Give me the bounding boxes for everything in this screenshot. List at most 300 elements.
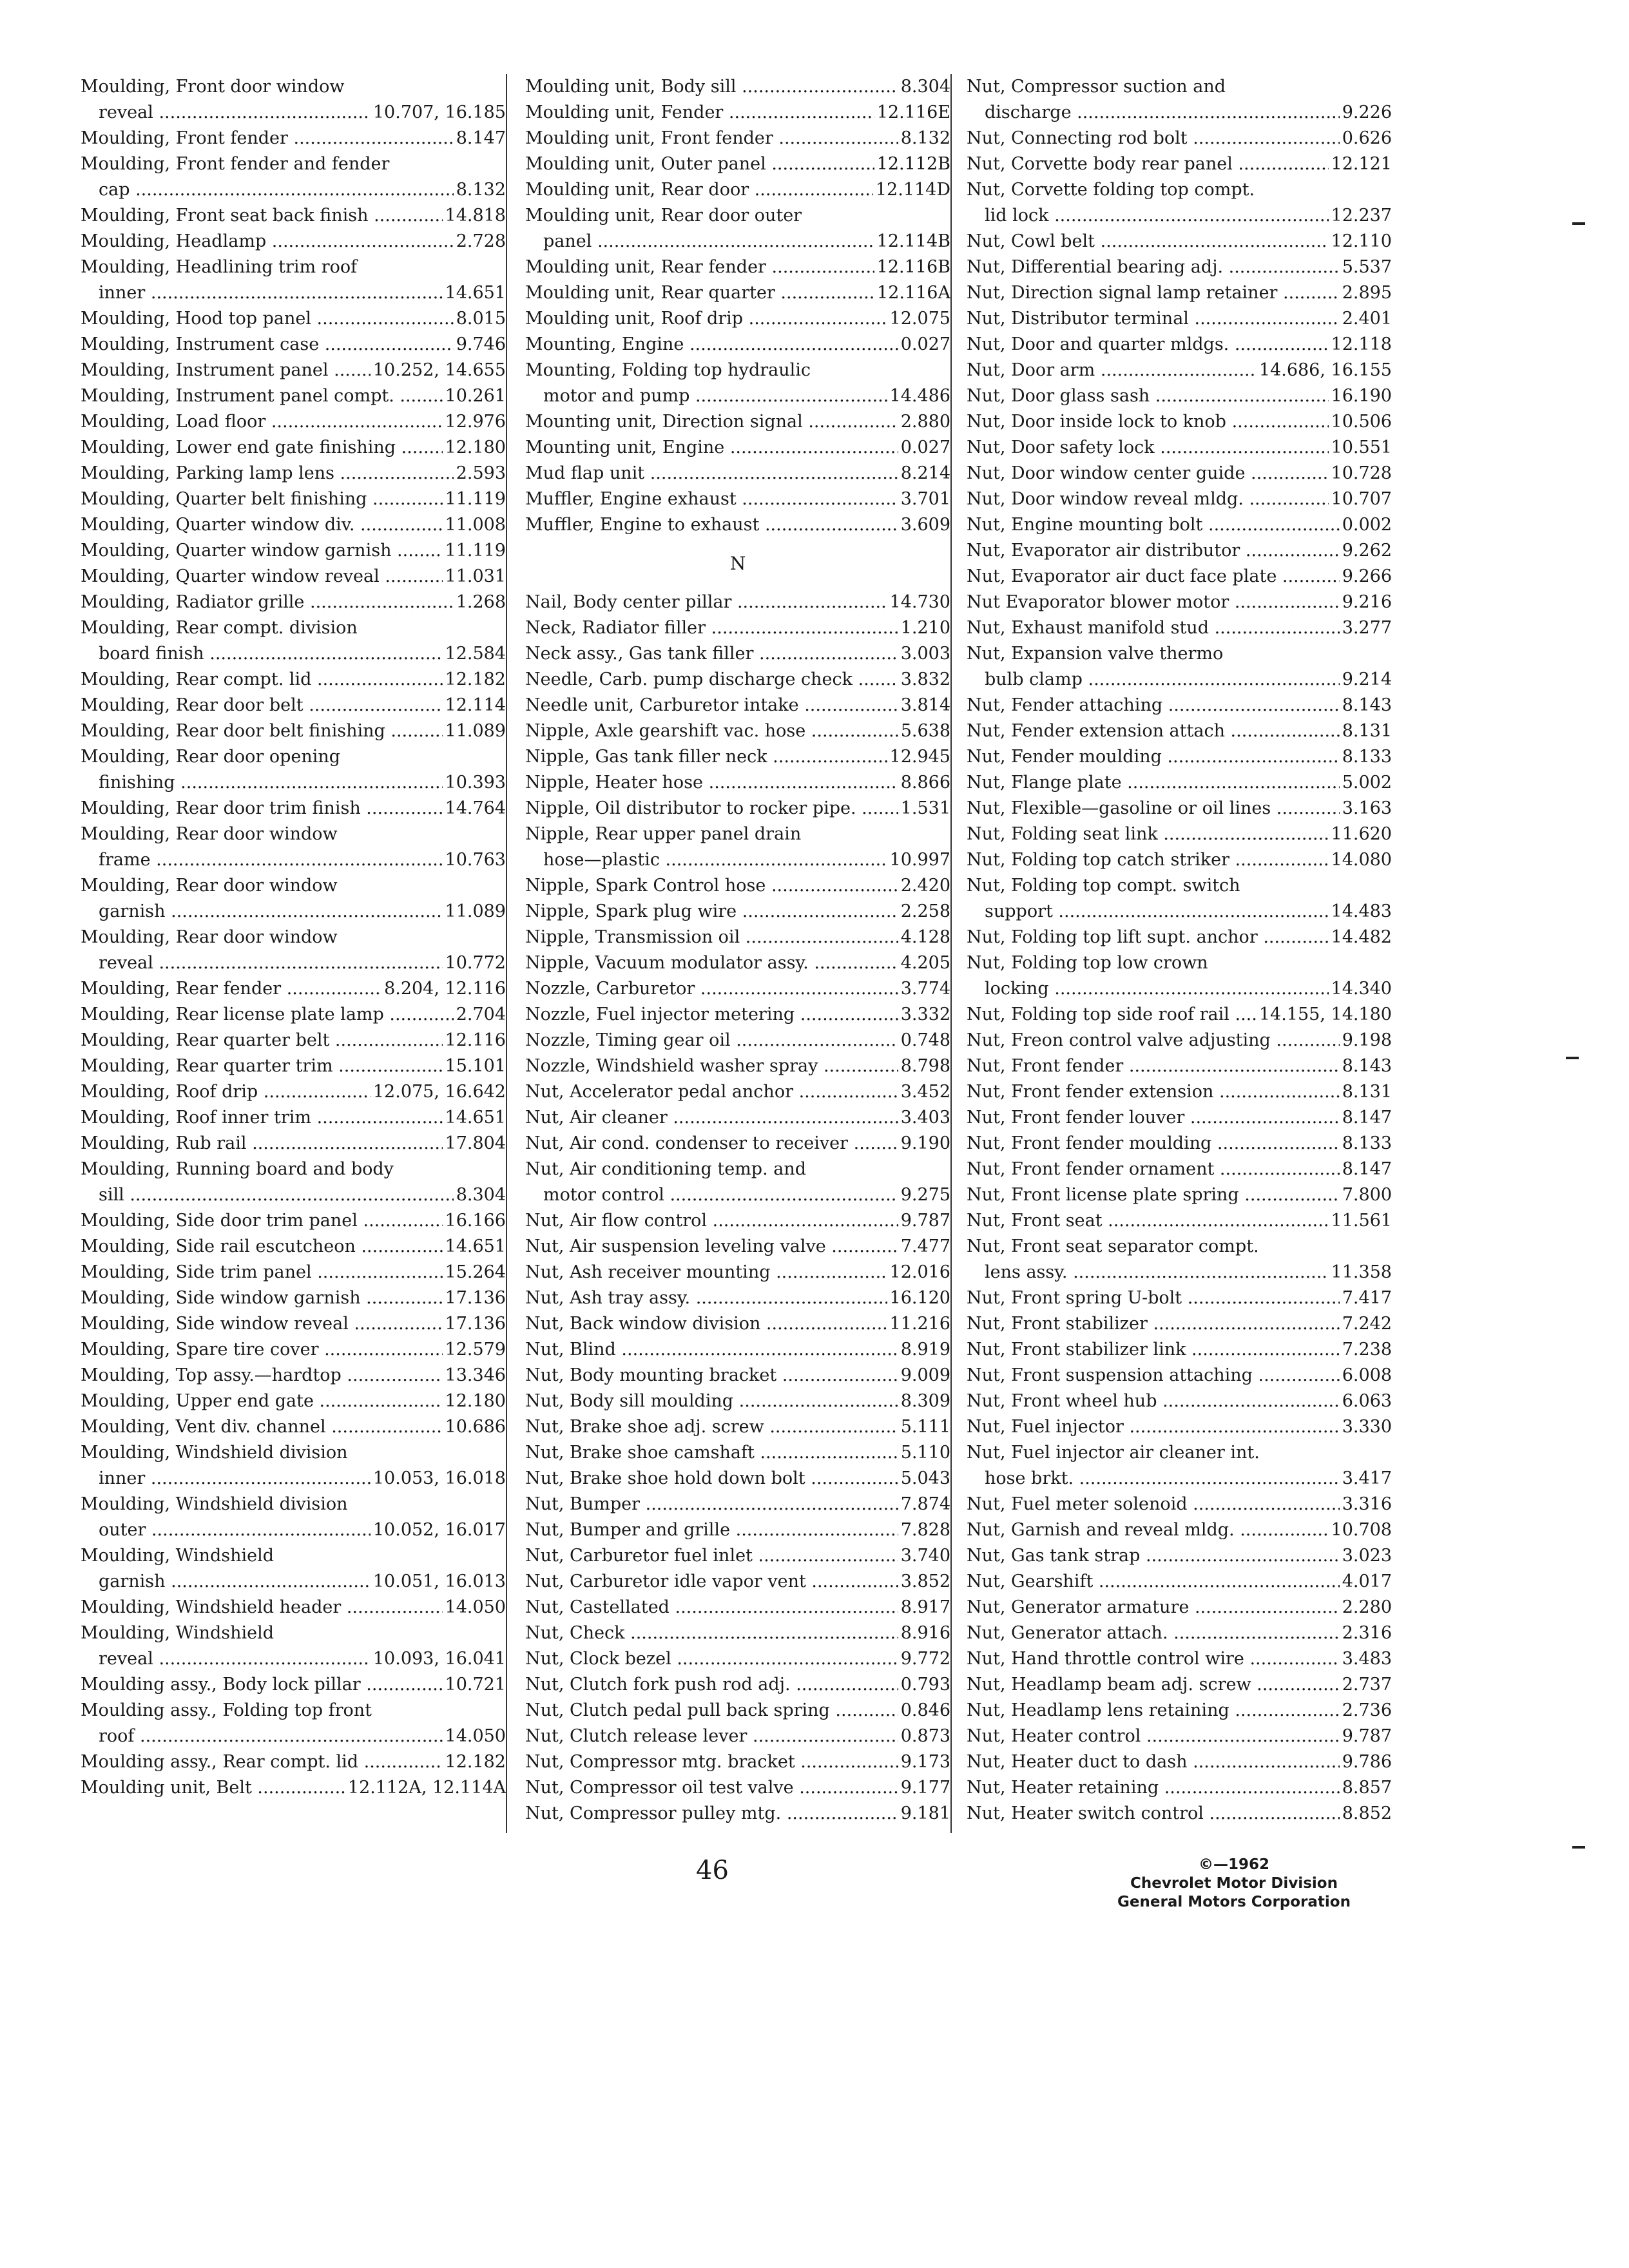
entry-term: Needle unit, Carburetor intake ..... (525, 693, 898, 718)
entry-term: cap ..... (99, 177, 454, 203)
entry-term: Nipple, Spark plug wire ..... (525, 899, 898, 925)
index-entry-heading: Mounting, Folding top hydraulic (525, 360, 811, 380)
entry-term: Nut, Corvette body rear panel ..... (967, 151, 1329, 177)
entry-reference: 1.268 (456, 592, 506, 612)
index-entry-heading: Moulding, Headlining trim roof (81, 257, 358, 277)
index-entry-heading: Moulding, Rear compt. division (81, 618, 358, 638)
entry-term: Moulding, Rear compt. lid ..... (81, 667, 443, 693)
entry-reference: 2.401 (1342, 309, 1392, 329)
entry-reference: 7.874 (900, 1494, 950, 1514)
entry-term: Moulding unit, Body sill ..... (525, 74, 898, 100)
entry-term: Nut, Door glass sash ..... (967, 383, 1329, 409)
entry-reference: 12.075 (889, 309, 950, 329)
entry-reference: 3.330 (1342, 1417, 1392, 1437)
entry-term: Nut, Gas tank strap ..... (967, 1543, 1340, 1569)
entry-reference: 8.798 (900, 1056, 950, 1076)
entry-term: Needle, Carb. pump discharge check ..... (525, 667, 898, 693)
entry-term: panel ..... (543, 229, 874, 255)
index-entry (525, 1285, 950, 1311)
entry-term: Nut, Heater duct to dash ..... (967, 1749, 1340, 1775)
entry-term: Moulding, Rear door belt ..... (81, 693, 443, 718)
index-entry (525, 796, 950, 822)
entry-term: sill ..... (99, 1182, 454, 1208)
entry-term: Moulding, Load floor ..... (81, 409, 443, 435)
entry-reference: 12.237 (1331, 206, 1392, 226)
entry-reference: 16.190 (1331, 386, 1392, 406)
entry-reference: 8.143 (1342, 1056, 1392, 1076)
entry-term: Nut, Folding top side roof rail ..... (967, 1002, 1257, 1028)
entry-term: Nipple, Transmission oil ..... (525, 925, 898, 950)
entry-term: Moulding, Side door trim panel ..... (81, 1208, 443, 1234)
index-entry (967, 718, 1392, 744)
index-entry (525, 1311, 950, 1337)
entry-term: motor and pump ..... (543, 383, 887, 409)
entry-reference: 8.143 (1342, 695, 1392, 715)
index-entry (81, 409, 506, 435)
index-entry (525, 177, 950, 203)
entry-term: inner ..... (99, 280, 443, 306)
index-entry (967, 306, 1392, 332)
entry-reference: 14.050 (445, 1597, 506, 1617)
index-entry (81, 1260, 506, 1285)
index-entry (525, 74, 950, 100)
entry-term: board finish ..... (99, 641, 443, 667)
index-entry (967, 1466, 1392, 1492)
entry-reference: 2.880 (900, 412, 950, 432)
entry-reference: 11.358 (1331, 1262, 1392, 1282)
index-entry (81, 1311, 506, 1337)
entry-reference: 4.128 (900, 927, 950, 947)
entry-term: Moulding, Headlamp ..... (81, 229, 454, 255)
entry-term: Nut, Cowl belt ..... (967, 229, 1329, 255)
entry-term: Nut, Front fender ..... (967, 1053, 1340, 1079)
entry-term: Moulding, Rear license plate lamp ..... (81, 1002, 454, 1028)
entry-reference: 11.089 (445, 901, 506, 921)
index-entry (525, 1002, 950, 1028)
index-entry (81, 899, 506, 925)
entry-term: Nipple, Oil distributor to rocker pipe. ..... (525, 796, 898, 822)
entry-term: Nut, Compressor oil test valve ..... (525, 1775, 898, 1801)
index-entry (967, 822, 1392, 847)
entry-term: Moulding, Rear fender ..... (81, 976, 381, 1002)
index-entry (967, 1775, 1392, 1801)
entry-reference: 14.155, 14.180 (1258, 1004, 1392, 1024)
index-entry (525, 925, 950, 950)
entry-term: Nut, Front wheel hub ..... (967, 1389, 1340, 1414)
index-entry-heading: Nut, Air conditioning temp. and (525, 1159, 807, 1179)
index-entry (525, 1131, 950, 1157)
entry-term: Nut, Exhaust manifold stud ..... (967, 615, 1340, 641)
entry-term: Nut, Hand throttle control wire ..... (967, 1646, 1340, 1672)
entry-reference: 11.216 (889, 1314, 950, 1334)
index-entry (81, 1414, 506, 1440)
entry-reference: 10.686 (445, 1417, 506, 1437)
index-entry (525, 1389, 950, 1414)
entry-term: Nut, Evaporator air duct face plate ..... (967, 564, 1340, 590)
entry-reference: 14.340 (1331, 979, 1392, 999)
index-entry (525, 1775, 950, 1801)
entry-reference: 2.895 (1342, 283, 1392, 303)
entry-term: Moulding, Hood top panel ..... (81, 306, 454, 332)
entry-reference: 8.147 (1342, 1108, 1392, 1128)
index-entry (81, 280, 506, 306)
index-entry (81, 950, 506, 976)
entry-term: Nipple, Gas tank filler neck ..... (525, 744, 887, 770)
entry-term: Nut, Bumper and grille ..... (525, 1517, 898, 1543)
entry-term: Nail, Body center pillar ..... (525, 590, 887, 615)
index-entry (525, 280, 950, 306)
entry-reference: 2.593 (456, 463, 506, 483)
index-entry (525, 1543, 950, 1569)
entry-term: Nut, Front suspension attaching ..... (967, 1363, 1340, 1389)
entry-reference: 12.182 (445, 1752, 506, 1772)
entry-term: Moulding assy., Body lock pillar ..... (81, 1672, 443, 1698)
index-entry (525, 1053, 950, 1079)
index-entry (967, 1543, 1392, 1569)
entry-reference: 10.252, 14.655 (372, 360, 506, 380)
entry-term: Moulding, Windshield header ..... (81, 1595, 443, 1620)
entry-reference: 12.180 (445, 437, 506, 457)
index-entry (81, 1337, 506, 1363)
index-entry (81, 1389, 506, 1414)
index-column-2 (525, 74, 950, 1827)
entry-reference: 12.118 (1331, 334, 1392, 354)
entry-reference: 1.531 (900, 798, 950, 818)
entry-reference: 16.120 (889, 1288, 950, 1308)
entry-reference: 10.728 (1331, 463, 1392, 483)
entry-reference: 12.116 (445, 1030, 506, 1050)
entry-term: Nut, Front license plate spring ..... (967, 1182, 1340, 1208)
index-entry (525, 1749, 950, 1775)
index-entry-heading: Moulding, Windshield division (81, 1443, 348, 1463)
index-entry (967, 461, 1392, 486)
entry-term: garnish ..... (99, 899, 443, 925)
entry-term: Nut, Folding top catch striker ..... (967, 847, 1329, 873)
entry-term: Nut, Body sill moulding ..... (525, 1389, 898, 1414)
entry-reference: 4.205 (900, 953, 950, 973)
entry-term: Nut, Garnish and reveal mldg. ..... (967, 1517, 1329, 1543)
index-entry (81, 229, 506, 255)
index-entry (525, 1698, 950, 1724)
index-entry (81, 306, 506, 332)
entry-term: Moulding, Top assy.—hardtop ..... (81, 1363, 443, 1389)
entry-reference: 8.015 (456, 309, 506, 329)
entry-term: Moulding unit, Roof drip ..... (525, 306, 887, 332)
entry-term: Neck assy., Gas tank filler ..... (525, 641, 898, 667)
index-entry (967, 693, 1392, 718)
entry-reference: 13.346 (445, 1365, 506, 1385)
index-entry-heading: Moulding, Rear door window (81, 824, 338, 844)
entry-term: roof ..... (99, 1724, 443, 1749)
index-entry (525, 306, 950, 332)
entry-term: Moulding, Lower end gate finishing ..... (81, 435, 443, 461)
index-entry (967, 1131, 1392, 1157)
index-entry (525, 409, 950, 435)
entry-reference: 1.210 (900, 618, 950, 638)
entry-term: Moulding, Front seat back finish ..... (81, 203, 443, 229)
index-entry (967, 847, 1392, 873)
index-entry (967, 486, 1392, 512)
index-entry (81, 100, 506, 126)
entry-reference: 7.477 (900, 1236, 950, 1256)
index-entry (81, 383, 506, 409)
entry-term: Nut, Brake shoe adj. screw ..... (525, 1414, 898, 1440)
index-entry (967, 1801, 1392, 1827)
entry-term: Moulding, Side window garnish ..... (81, 1285, 443, 1311)
index-entry (525, 126, 950, 151)
entry-reference: 10.393 (445, 773, 506, 793)
index-entry (967, 1672, 1392, 1698)
index-entry (525, 744, 950, 770)
index-entry (81, 1105, 506, 1131)
index-entry (525, 899, 950, 925)
index-entry (967, 383, 1392, 409)
index-entry (81, 1363, 506, 1389)
entry-reference: 7.417 (1342, 1288, 1392, 1308)
entry-reference: 9.262 (1342, 541, 1392, 561)
index-entry (525, 1466, 950, 1492)
entry-reference: 14.080 (1331, 850, 1392, 870)
entry-term: Moulding, Rear door belt finishing ..... (81, 718, 443, 744)
index-entry (525, 332, 950, 358)
index-entry (525, 1414, 950, 1440)
index-entry (967, 1389, 1392, 1414)
entry-term: Moulding unit, Front fender ..... (525, 126, 898, 151)
index-entry-heading: Nut, Corvette folding top compt. (967, 180, 1255, 200)
entry-reference: 6.063 (1342, 1391, 1392, 1411)
entry-reference: 8.132 (900, 128, 950, 148)
index-entry-heading: Moulding, Running board and body (81, 1159, 394, 1179)
entry-reference: 2.728 (456, 231, 506, 251)
entry-reference: 8.304 (900, 77, 950, 97)
entry-term: Moulding, Instrument panel ..... (81, 358, 371, 383)
entry-reference: 8.309 (900, 1391, 950, 1411)
entry-term: Nut, Ash receiver mounting ..... (525, 1260, 887, 1285)
entry-reference: 12.114 (445, 695, 506, 715)
entry-term: Nut, Heater switch control ..... (967, 1801, 1340, 1827)
entry-reference: 3.852 (900, 1571, 950, 1591)
index-entry (525, 100, 950, 126)
index-entry (967, 667, 1392, 693)
entry-reference: 0.793 (900, 1675, 950, 1695)
entry-term: Mounting unit, Engine ..... (525, 435, 898, 461)
entry-reference: 14.050 (445, 1726, 506, 1746)
entry-reference: 10.707, 16.185 (372, 102, 506, 122)
entry-reference: 11.119 (445, 489, 506, 509)
index-entry (525, 1492, 950, 1517)
index-entry (967, 1414, 1392, 1440)
entry-reference: 8.147 (1342, 1159, 1392, 1179)
entry-term: Nut, Fender attaching ..... (967, 693, 1340, 718)
entry-reference: 9.226 (1342, 102, 1392, 122)
entry-reference: 10.997 (889, 850, 950, 870)
index-entry (81, 1028, 506, 1053)
index-entry (967, 1157, 1392, 1182)
index-entry (525, 1440, 950, 1466)
entry-term: Muffler, Engine exhaust ..... (525, 486, 898, 512)
entry-reference: 8.133 (1342, 1133, 1392, 1153)
entry-term: Moulding, Rear quarter belt ..... (81, 1028, 443, 1053)
entry-term: Nut, Freon control valve adjusting ..... (967, 1028, 1340, 1053)
entry-reference: 3.163 (1342, 798, 1392, 818)
entry-reference: 11.119 (445, 541, 506, 561)
index-entry-heading: Moulding, Rear door window (81, 876, 338, 896)
entry-reference: 2.420 (900, 876, 950, 896)
entry-term: Moulding, Roof drip ..... (81, 1079, 371, 1105)
entry-reference: 10.051, 16.013 (372, 1571, 506, 1591)
entry-term: Nut, Carburetor fuel inlet ..... (525, 1543, 898, 1569)
index-entry (525, 1595, 950, 1620)
entry-term: Nozzle, Carburetor ..... (525, 976, 898, 1002)
entry-reference: 12.180 (445, 1391, 506, 1411)
index-entry (525, 1234, 950, 1260)
index-column-3 (967, 74, 1392, 1827)
entry-term: garnish ..... (99, 1569, 371, 1595)
scan-mark (1572, 222, 1585, 225)
index-entry (967, 126, 1392, 151)
entry-term: Nut, Fender extension attach ..... (967, 718, 1340, 744)
entry-reference: 3.003 (900, 644, 950, 664)
entry-reference: 9.190 (900, 1133, 950, 1153)
index-entry (81, 1208, 506, 1234)
entry-reference: 10.707 (1331, 489, 1392, 509)
entry-reference: 11.620 (1331, 824, 1392, 844)
index-entry-heading: Moulding unit, Rear door outer (525, 206, 802, 226)
index-entry (967, 100, 1392, 126)
division-name: Chevrolet Motor Division (1130, 1875, 1338, 1892)
index-entry (967, 1724, 1392, 1749)
entry-term: Nut, Carburetor idle vapor vent ..... (525, 1569, 898, 1595)
entry-reference: 9.216 (1342, 592, 1392, 612)
index-entry (967, 1698, 1392, 1724)
entry-reference: 2.737 (1342, 1675, 1392, 1695)
entry-reference: 14.818 (445, 206, 506, 226)
entry-reference: 12.116E (876, 102, 950, 122)
entry-term: outer ..... (99, 1517, 371, 1543)
entry-term: Nut, Brake shoe hold down bolt ..... (525, 1466, 898, 1492)
entry-reference: 12.116B (876, 257, 950, 277)
entry-term: Moulding, Side trim panel ..... (81, 1260, 443, 1285)
index-entry (967, 1053, 1392, 1079)
entry-reference: 9.786 (1342, 1752, 1392, 1772)
index-entry-heading: Moulding, Windshield division (81, 1494, 348, 1514)
entry-reference: 14.651 (445, 283, 506, 303)
entry-reference: 11.008 (445, 515, 506, 535)
index-entry (967, 255, 1392, 280)
page-number: 46 (696, 1856, 729, 1885)
entry-term: Nut, Air cond. condenser to receiver ..... (525, 1131, 898, 1157)
index-entry (525, 1646, 950, 1672)
index-entry (81, 1517, 506, 1543)
entry-term: Moulding, Front fender ..... (81, 126, 454, 151)
entry-term: lid lock ..... (985, 203, 1329, 229)
entry-term: Moulding unit, Fender ..... (525, 100, 874, 126)
index-entry (967, 203, 1392, 229)
entry-term: Moulding, Vent div. channel ..... (81, 1414, 443, 1440)
index-entry (81, 770, 506, 796)
entry-reference: 8.866 (900, 773, 950, 793)
entry-term: Nut, Folding top lift supt. anchor ..... (967, 925, 1329, 950)
index-entry (967, 435, 1392, 461)
entry-reference: 9.214 (1342, 669, 1392, 689)
index-entry (967, 590, 1392, 615)
index-entry (525, 1724, 950, 1749)
entry-reference: 10.763 (445, 850, 506, 870)
entry-reference: 5.002 (1342, 773, 1392, 793)
entry-term: Nut, Fuel meter solenoid ..... (967, 1492, 1340, 1517)
index-entry (967, 1646, 1392, 1672)
entry-term: Moulding, Quarter window div. ..... (81, 512, 443, 538)
index-entry (967, 1182, 1392, 1208)
entry-reference: 14.686, 16.155 (1258, 360, 1392, 380)
entry-term: Moulding unit, Belt ..... (81, 1775, 345, 1801)
entry-reference: 3.774 (900, 979, 950, 999)
index-entry (81, 126, 506, 151)
index-entry (525, 1105, 950, 1131)
index-entry (967, 1208, 1392, 1234)
entry-reference: 0.846 (900, 1700, 950, 1720)
index-entry (525, 873, 950, 899)
entry-reference: 12.976 (445, 412, 506, 432)
entry-term: reveal ..... (99, 100, 371, 126)
index-entry (525, 1208, 950, 1234)
entry-reference: 11.031 (445, 566, 506, 586)
entry-term: Nut, Air flow control ..... (525, 1208, 898, 1234)
entry-reference: 8.214 (900, 463, 950, 483)
index-entry (525, 590, 950, 615)
index-entry (81, 1646, 506, 1672)
entry-term: Nut, Back window division ..... (525, 1311, 887, 1337)
entry-term: Nut, Door window reveal mldg. ..... (967, 486, 1329, 512)
entry-reference: 14.651 (445, 1236, 506, 1256)
index-entry (525, 641, 950, 667)
entry-reference: 12.116A (877, 283, 950, 303)
entry-reference: 12.182 (445, 669, 506, 689)
entry-reference: 11.089 (445, 721, 506, 741)
entry-reference: 8.916 (900, 1623, 950, 1643)
index-entry (81, 203, 506, 229)
entry-reference: 9.746 (456, 334, 506, 354)
entry-term: Nut, Door and quarter mldgs. ..... (967, 332, 1329, 358)
entry-term: Nozzle, Windshield washer spray ..... (525, 1053, 898, 1079)
index-entry (81, 1775, 506, 1801)
entry-reference: 8.133 (1342, 747, 1392, 767)
entry-reference: 3.609 (900, 515, 950, 535)
section-letter: N (729, 553, 746, 574)
index-entry (967, 1620, 1392, 1646)
index-entry (967, 229, 1392, 255)
entry-term: inner ..... (99, 1466, 371, 1492)
entry-term: Nut Evaporator blower motor ..... (967, 590, 1340, 615)
entry-term: Nut, Clutch pedal pull back spring ..... (525, 1698, 898, 1724)
index-entry (525, 486, 950, 512)
entry-reference: 3.023 (1342, 1546, 1392, 1566)
entry-reference: 0.027 (900, 437, 950, 457)
index-entry (967, 1749, 1392, 1775)
entry-term: Moulding, Rear quarter trim ..... (81, 1053, 443, 1079)
entry-reference: 8.852 (1342, 1803, 1392, 1823)
index-entry (967, 1105, 1392, 1131)
index-entry (967, 1492, 1392, 1517)
index-entry (81, 718, 506, 744)
entry-term: Moulding, Side rail escutcheon ..... (81, 1234, 443, 1260)
entry-reference: 12.945 (889, 747, 950, 767)
entry-reference: 12.121 (1331, 154, 1392, 174)
entry-term: Nut, Castellated ..... (525, 1595, 898, 1620)
entry-term: Nut, Compressor mtg. bracket ..... (525, 1749, 898, 1775)
index-entry (525, 693, 950, 718)
entry-term: hose brkt. ..... (985, 1466, 1340, 1492)
